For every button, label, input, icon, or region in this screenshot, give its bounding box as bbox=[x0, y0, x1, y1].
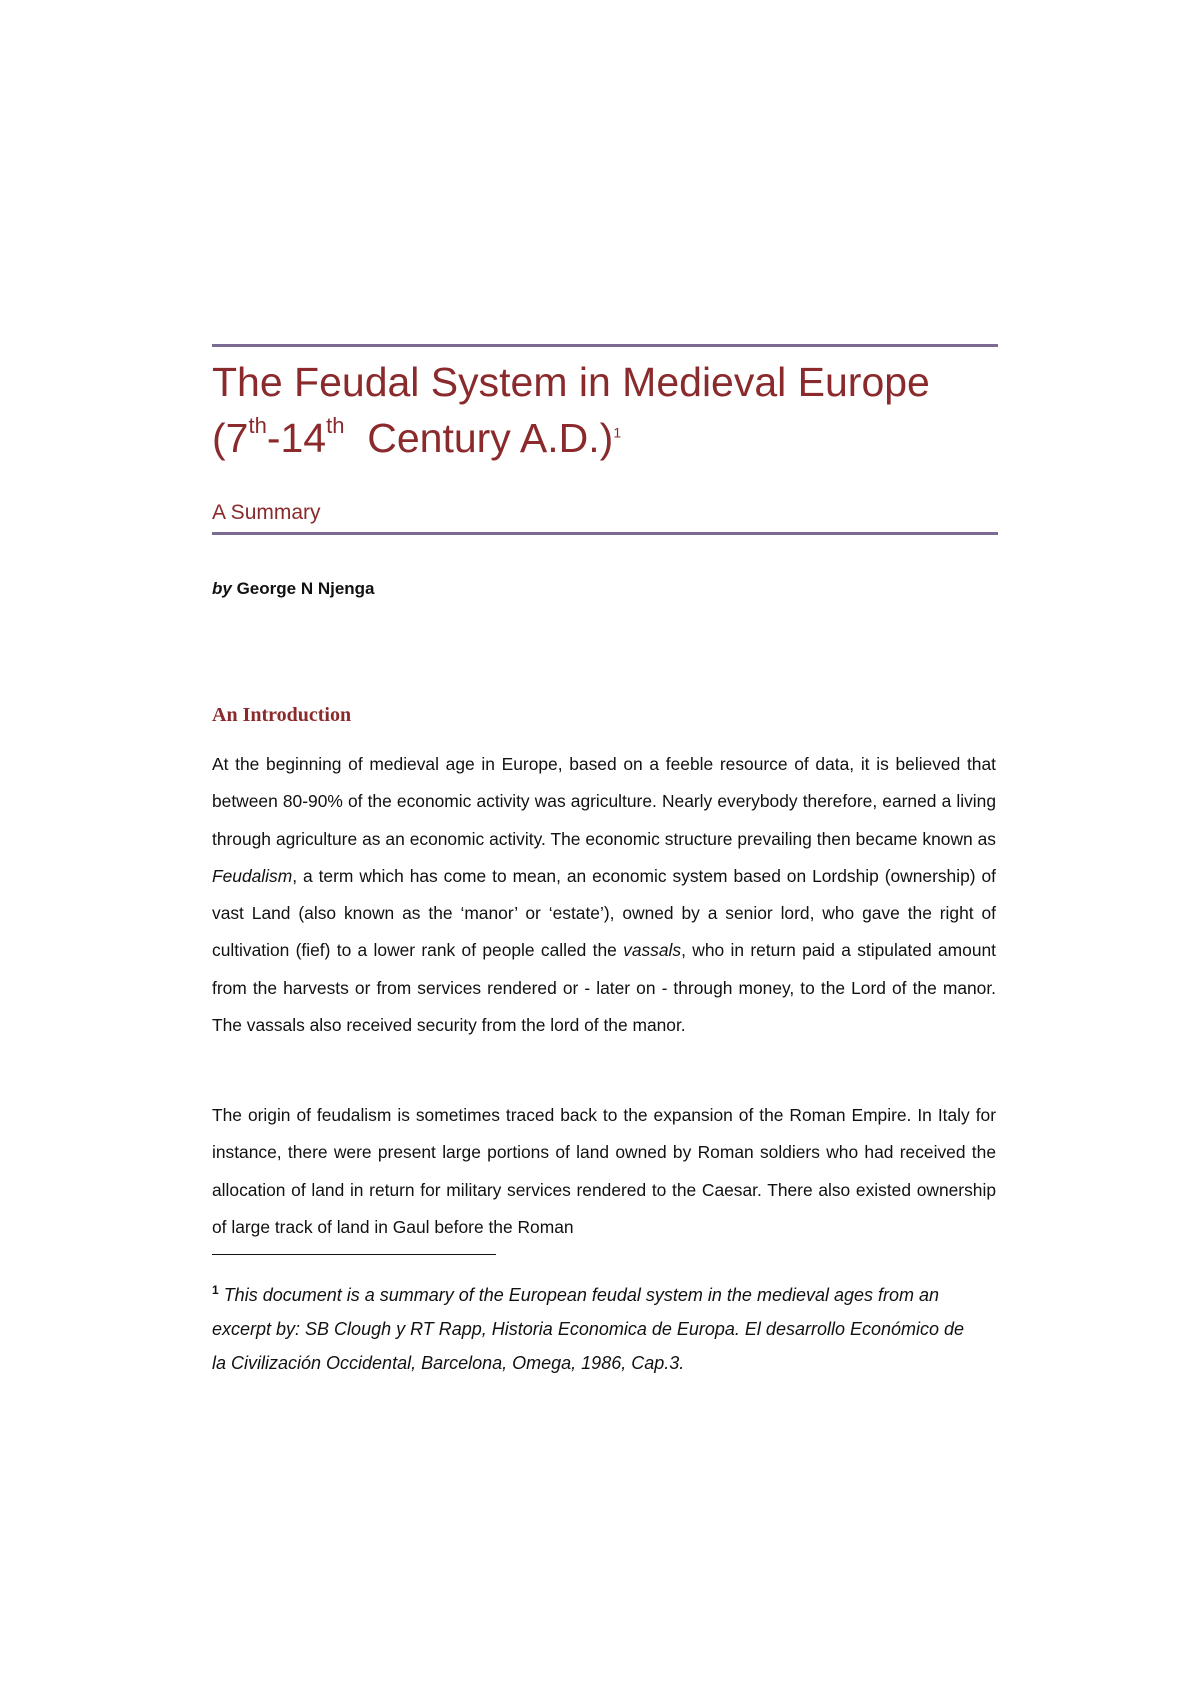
document-title bbox=[212, 354, 998, 466]
title-sup-th-2: th bbox=[326, 413, 345, 439]
term-vassals: vassals bbox=[623, 940, 682, 961]
title-line-1: The Feudal System in Medieval Europe bbox=[212, 359, 930, 405]
title-dash: -14 bbox=[266, 415, 327, 461]
paragraph-1-part-2: , a term which has come to mean, an economic system based on Lordship (ownership) of vast Land (also known as the ‘manor’ or ‘estate’), owned by a senior lord, who gave the right of cultivation (fief) to a lower rank of people called the bbox=[212, 865, 996, 961]
title-sup-th-1: th bbox=[248, 413, 267, 439]
paragraph-1 bbox=[212, 746, 996, 1044]
title-paren-open: (7 bbox=[212, 415, 249, 461]
title-bottom-rule bbox=[212, 532, 998, 535]
footnote-mark: 1 bbox=[212, 1283, 219, 1297]
paragraph-1-part-1: At the beginning of medieval age in Europe, based on a feeble resource of data, it is believed that between 80-90% of the economic activity was agriculture. Nearly everybody therefore, earned a living through agriculture as an economic activity. The economic structure prevailing then became known as bbox=[212, 754, 996, 849]
footnote-separator bbox=[212, 1254, 496, 1255]
title-footnote-ref[interactable]: 1 bbox=[613, 424, 622, 441]
footnote-text: This document is a summary of the European feudal system in the medieval ages from an excerpt by: SB Clough y RT Rapp, Historia Economica de Europa. El desarrollo Económico de la Civilización Occidental, Barcelona, Omega, 1986, Cap.3. bbox=[212, 1285, 965, 1373]
title-century: Century A.D.) bbox=[344, 415, 614, 461]
document-subtitle: A Summary bbox=[212, 501, 321, 524]
section-heading-introduction: An Introduction bbox=[212, 704, 352, 726]
footnote-1 bbox=[212, 1278, 972, 1380]
byline-prefix: by bbox=[212, 579, 232, 598]
author-name: George N Njenga bbox=[236, 579, 375, 598]
term-feudalism: Feudalism bbox=[212, 865, 293, 886]
title-top-rule bbox=[212, 344, 998, 347]
byline bbox=[212, 578, 375, 600]
paragraph-1-part-3: , who in return paid a stipulated amount from the harvests or from services rendered or - later on - through money, to the Lord of the manor. The vassals also received security from the lord of the manor. bbox=[212, 940, 996, 1036]
paragraph-2: The origin of feudalism is sometimes traced back to the expansion of the Roman Empire. In Italy for instance, there were present large portions of land owned by Roman soldiers who had received the allocation of land in return for military services rendered to the Caesar. There also existed ownership of large track of land in Gaul before the Roman bbox=[212, 1105, 996, 1237]
title-line-2 bbox=[212, 410, 998, 466]
